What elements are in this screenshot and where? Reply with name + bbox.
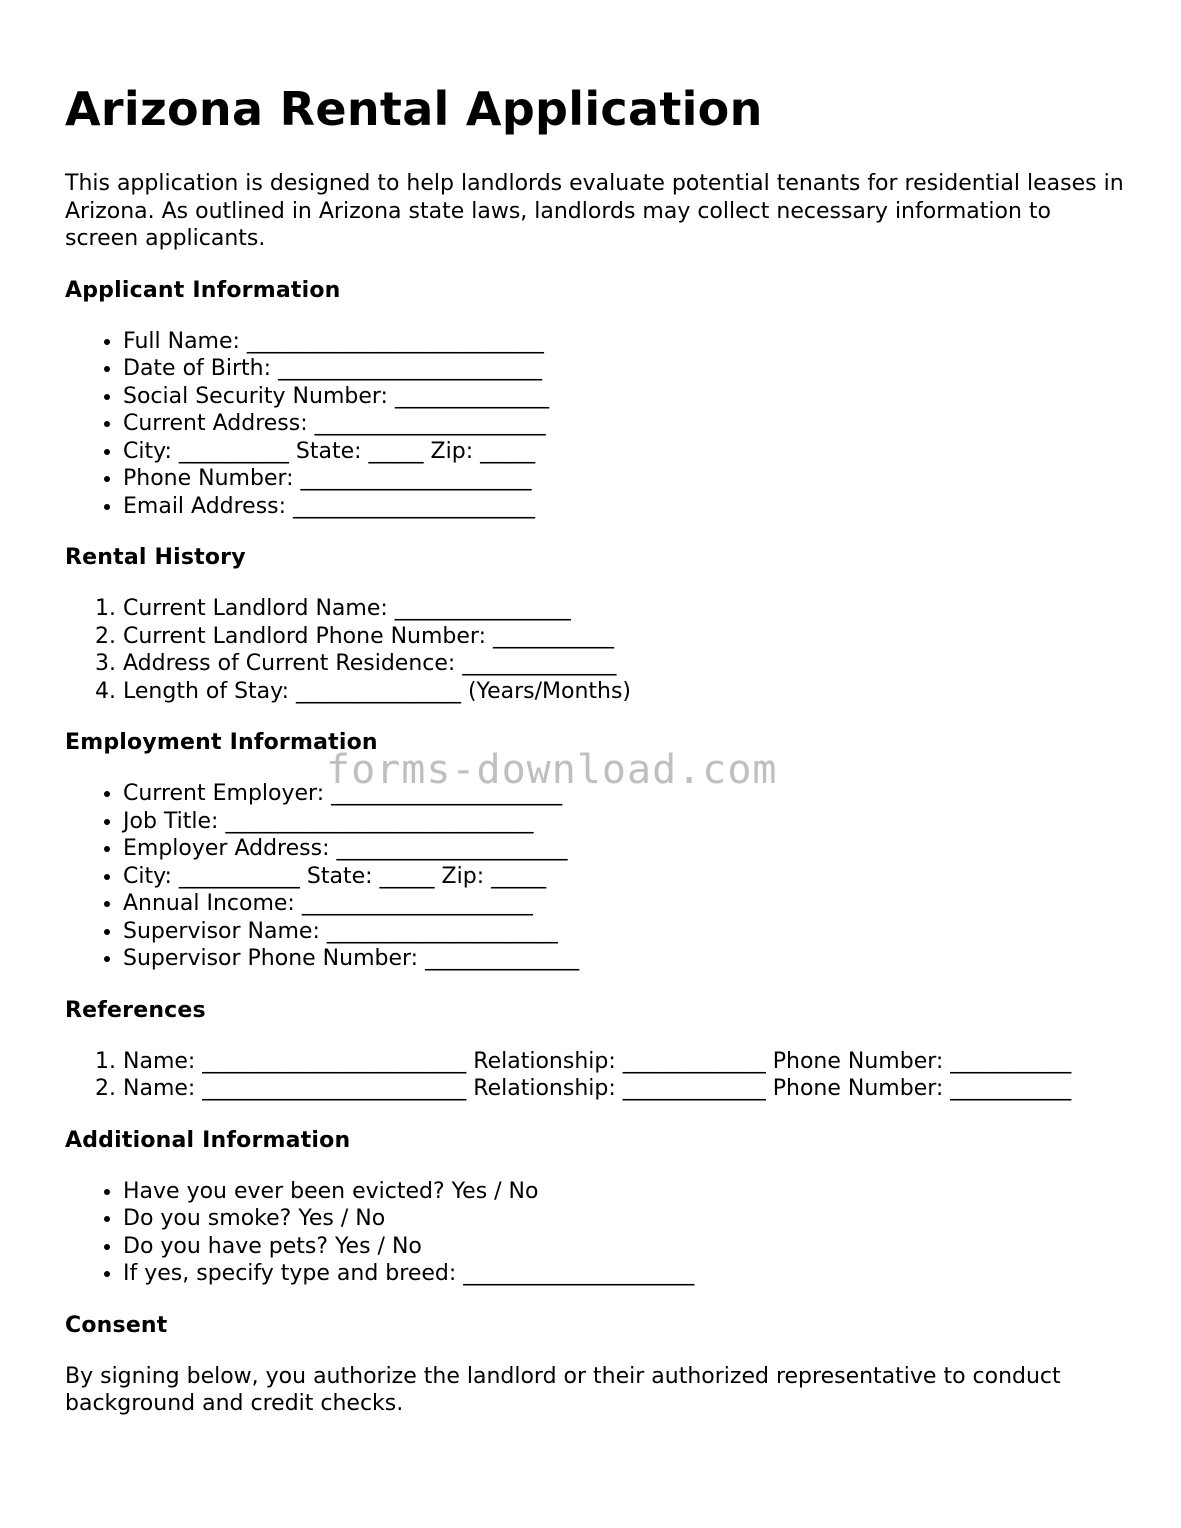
email-address-field: • Email Address: ______________________ [123,493,1125,521]
ssn-field: • Social Security Number: ______________ [123,383,1125,411]
pets-question: • Do you have pets? Yes / No [123,1233,1125,1261]
additional-info-heading: Additional Information [65,1127,351,1153]
consent-text: By signing below, you authorize the landlord or their authorized representative to conduct background and credit checks. [65,1363,1061,1416]
supervisor-name-field: • Supervisor Name: _____________________ [123,918,1125,946]
reference-1: 1. Name: ________________________ Relationship: _____________ Phone Number: ___________ [123,1048,1125,1076]
watermark: forms-download.com [326,747,778,793]
document-title: Arizona Rental Application [65,82,763,136]
smoke-question: • Do you smoke? Yes / No [123,1205,1125,1233]
employer-city-state-zip-field: • City: ___________ State: _____ Zip: _____ [123,863,1125,891]
employer-address-field: • Employer Address: _____________________ [123,835,1125,863]
pet-type-field: • If yes, specify type and breed: _____________________ [123,1260,1125,1288]
consent-heading: Consent [65,1312,168,1338]
employment-list [65,780,1125,973]
references-heading: References [65,997,206,1023]
evicted-question: • Have you ever been evicted? Yes / No [123,1178,1125,1206]
employment-heading: Employment Information [65,730,378,755]
additional-info-list [65,1178,1125,1288]
residence-address-field: 3. Address of Current Residence: ______________ [123,650,1125,678]
current-address-field: • Current Address: _____________________ [123,410,1125,438]
annual-income-field: • Annual Income: _____________________ [123,890,1125,918]
date-of-birth-field: • Date of Birth: ________________________ [123,355,1125,383]
reference-2: 2. Name: ________________________ Relationship: _____________ Phone Number: ___________ [123,1075,1125,1103]
current-employer-field: • Current Employer: _____________________ [123,780,1125,808]
applicant-list [65,328,1125,521]
length-of-stay-field: 4. Length of Stay: _______________ (Years/Months) [123,678,1125,706]
landlord-name-field: 1. Current Landlord Name: ________________ [123,595,1125,623]
full-name-field: • Full Name: ___________________________ [123,328,1125,356]
rental-history-heading: Rental History [65,545,246,570]
references-list [65,1048,1125,1103]
intro-paragraph: This application is designed to help landlords evaluate potential tenants for residential leases in Arizona. As outlined in Arizona state laws, landlords may collect necessary information to screen applicants. [65,171,1124,251]
applicant-heading: Applicant Information [65,277,341,303]
rental-history-list [65,595,1125,705]
city-state-zip-field: • City: __________ State: _____ Zip: _____ [123,438,1125,466]
phone-number-field: • Phone Number: _____________________ [123,465,1125,493]
job-title-field: • Job Title: ____________________________ [123,808,1125,836]
landlord-phone-field: 2. Current Landlord Phone Number: ___________ [123,623,1125,651]
supervisor-phone-field: • Supervisor Phone Number: ______________ [123,945,1125,973]
